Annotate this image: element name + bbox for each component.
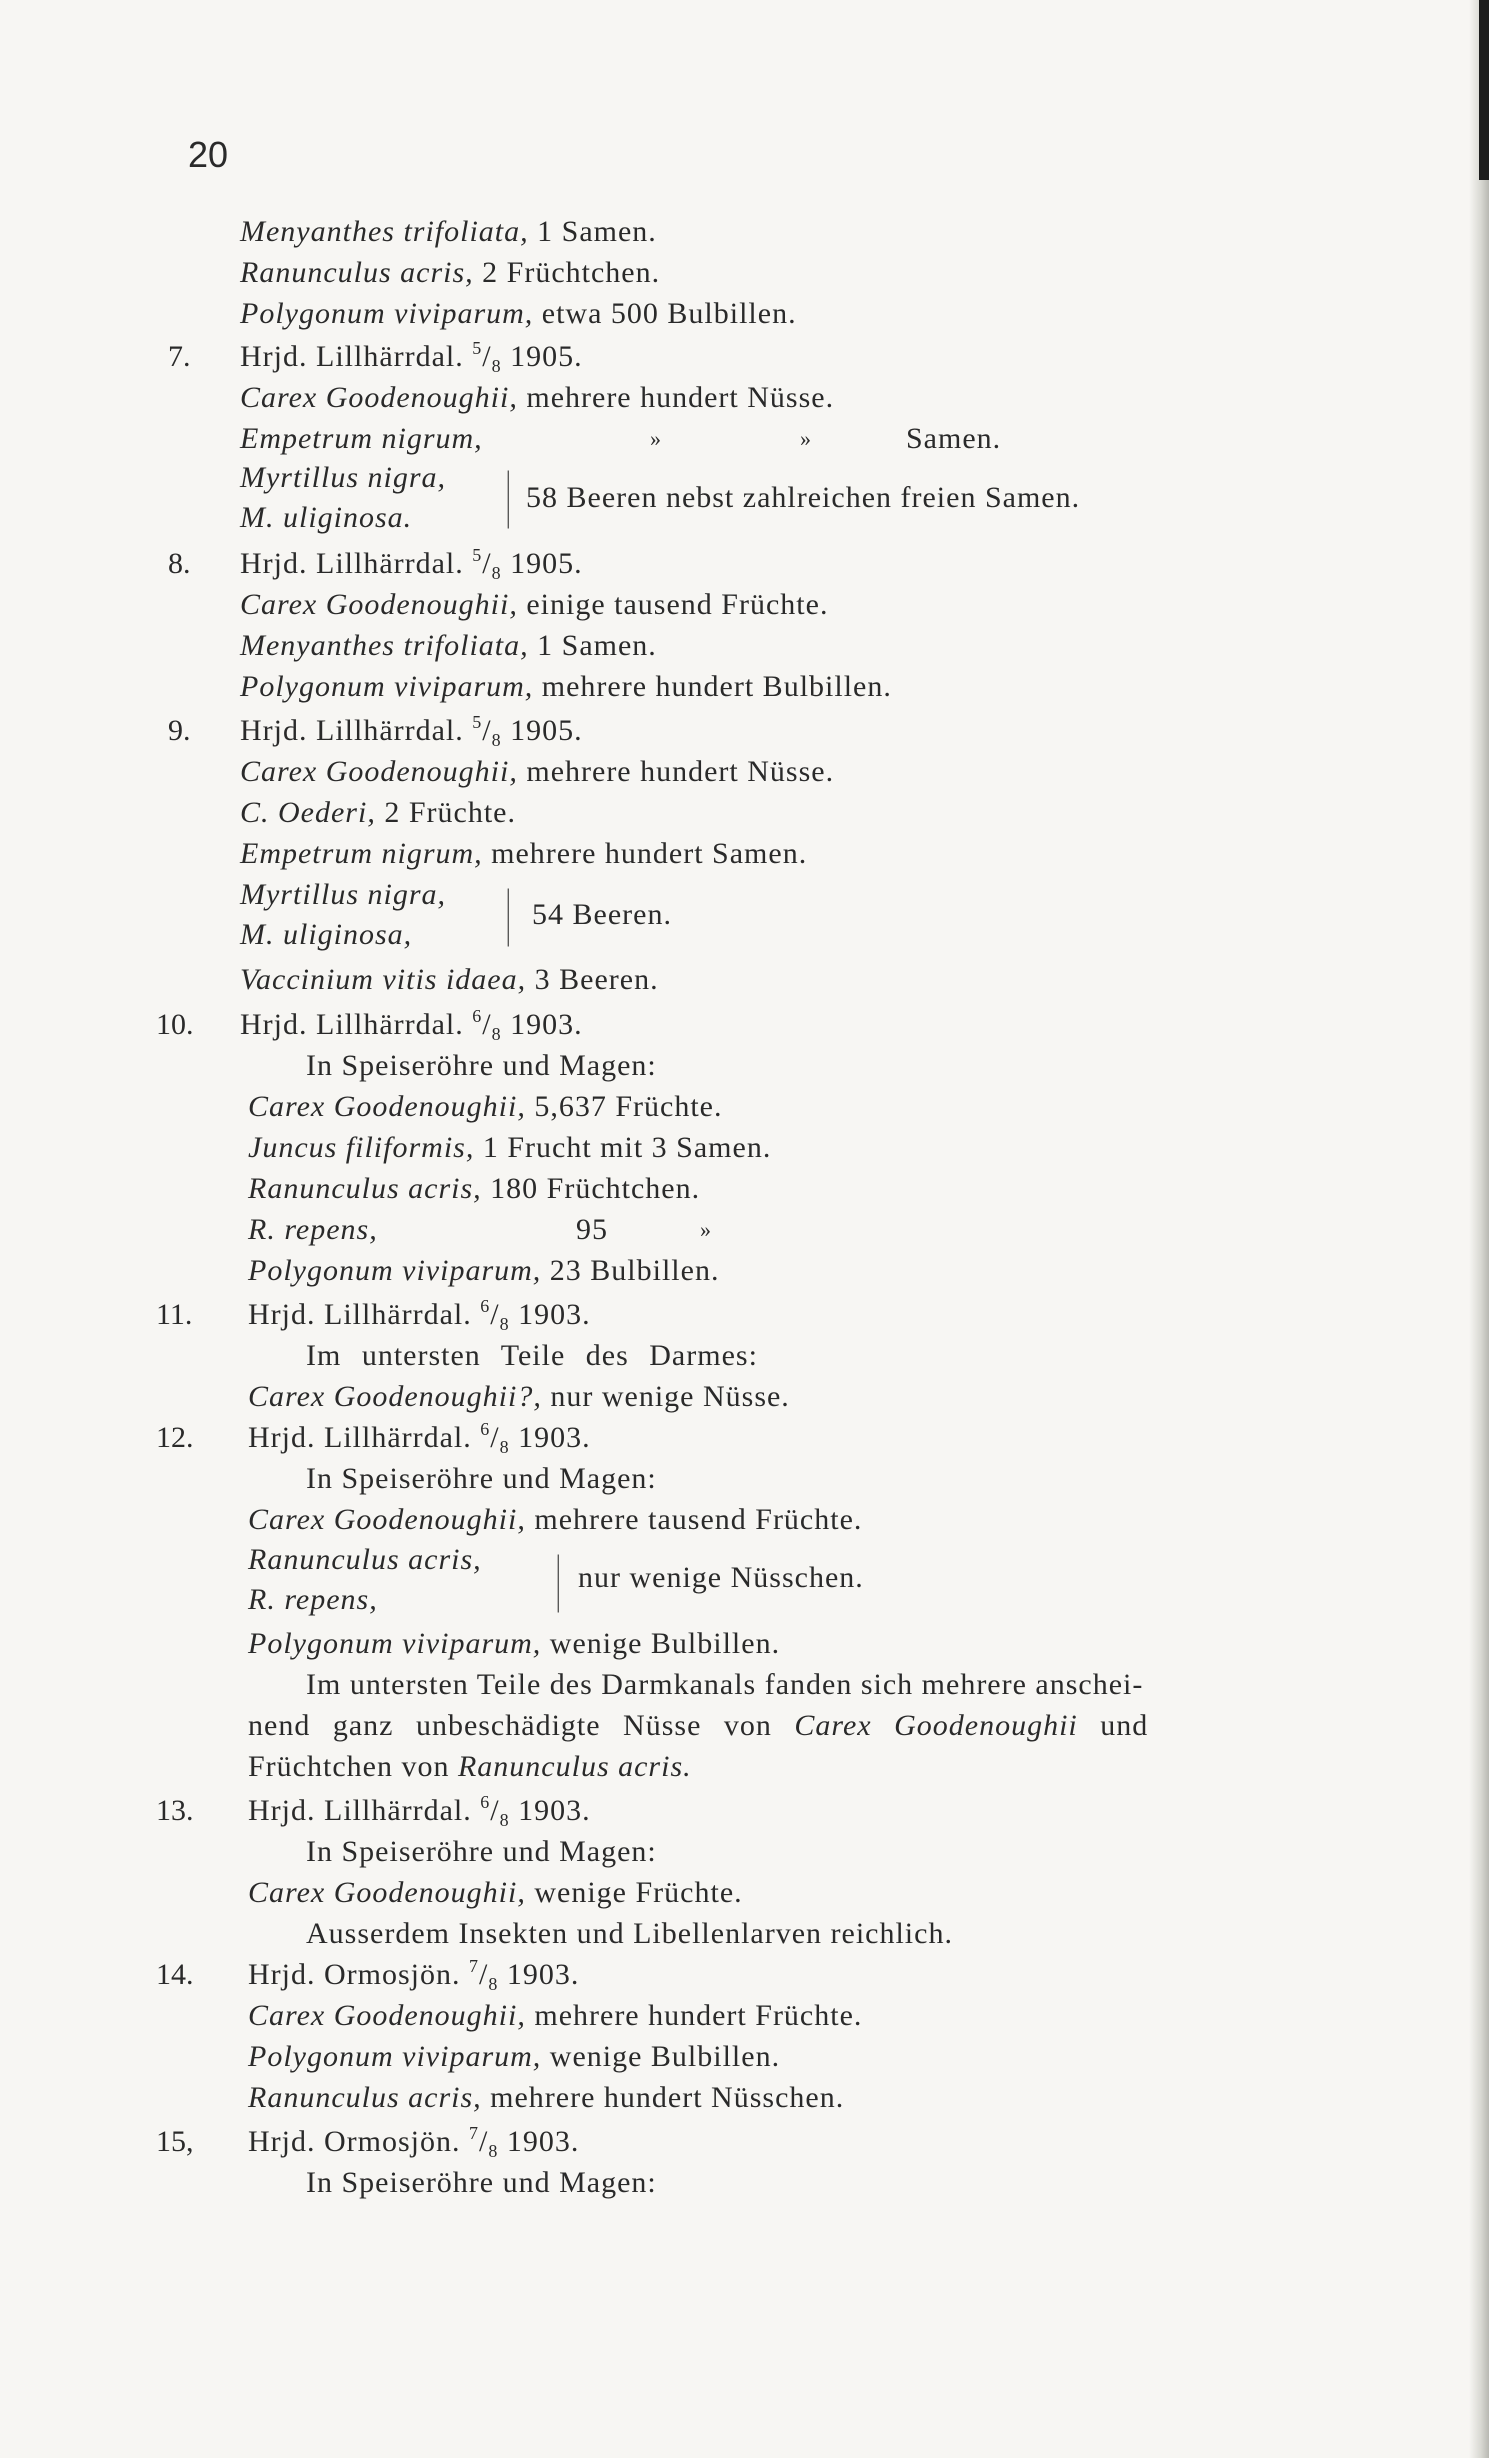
line-text: etwa 500 Bulbillen. (541, 297, 797, 330)
line-text: 2 Früchtchen. (482, 256, 661, 289)
entry-heading: Hrjd. Lillhärrdal. $^5/_8$ 1905. (240, 338, 583, 376)
text-line (240, 754, 834, 790)
line-text: 180 Früchtchen. (490, 1172, 701, 1205)
line-text: 95 (576, 1213, 608, 1246)
species-name: Ranunculus acris, (248, 1172, 482, 1205)
text-line: In Speiseröhre und Magen: (306, 1462, 657, 1495)
species-name: Myrtillus nigra, (240, 878, 447, 911)
line-text: nur wenige Nüsse. (550, 1380, 790, 1413)
species-name: Ranunculus acris. (457, 1750, 692, 1783)
species-name (240, 877, 446, 913)
species-name: Vaccinium vitis idaea, (240, 963, 527, 996)
date-numerator: 6 (480, 1419, 491, 1439)
species-name: C. Oederi, (240, 796, 376, 829)
line-text: 2 Früchte. (384, 796, 516, 829)
text-line: In Speiseröhre und Magen: (306, 2166, 657, 2199)
text-line (240, 587, 828, 623)
species-name: Empetrum nigrum, (240, 422, 483, 455)
species-name: Ranunculus acris, (248, 2081, 482, 2114)
species-name: Carex Goodenoughii (794, 1709, 1078, 1742)
date-numerator: 6 (480, 1296, 491, 1316)
entry-number: 13. (156, 1794, 194, 1827)
species-name: R. repens, (248, 1583, 378, 1616)
species-name: Polygonum viviparum, (248, 2040, 542, 2073)
species-name: Polygonum viviparum, (240, 297, 534, 330)
line-text: nend ganz unbeschädigte Nüsse von (248, 1709, 772, 1742)
locality: Hrjd. Lillhärrdal. (248, 1421, 472, 1454)
text-line: In Speiseröhre und Magen: (306, 1835, 657, 1868)
year: 1903. (510, 1008, 583, 1041)
entry-heading: Hrjd. Lillhärrdal. $^6/_8$ 1903. (248, 1296, 591, 1334)
species-name (240, 500, 412, 536)
text-line (248, 2039, 780, 2075)
entry-heading: Hrjd. Lillhärrdal. $^6/_8$ 1903. (248, 1419, 591, 1457)
year: 1905. (510, 547, 583, 580)
date-denominator: 8 (499, 1810, 510, 1830)
species-name (248, 1582, 378, 1618)
species-name: Carex Goodenoughii, (240, 755, 518, 788)
entry-number: 15, (156, 2125, 194, 2158)
line-text: mehrere hundert Bulbillen. (541, 670, 892, 703)
species-name: Carex Goodenoughii, (248, 1876, 526, 1909)
species-name: Carex Goodenoughii, (248, 1503, 526, 1536)
line-text: 1 Samen. (537, 215, 657, 248)
species-name (240, 917, 412, 953)
entry-heading: Hrjd. Ormosjön. $^7/_8$ 1903. (248, 2123, 580, 2161)
entry-heading: Hrjd. Lillhärrdal. $^6/_8$ 1903. (240, 1006, 583, 1044)
text-line (240, 962, 659, 998)
species-name: Carex Goodenoughii, (240, 588, 518, 621)
locality: Hrjd. Lillhärrdal. (240, 340, 464, 373)
text-line (240, 628, 657, 664)
page-edge-tab (1479, 0, 1489, 180)
species-name (248, 1542, 482, 1578)
date-numerator: 5 (472, 712, 483, 732)
line-text: wenige Früchte. (534, 1876, 743, 1909)
locality: Hrjd. Lillhärrdal. (240, 714, 464, 747)
entry-number: 11. (156, 1298, 193, 1331)
date-numerator: 6 (472, 1006, 483, 1026)
line-text: Samen. (906, 422, 1002, 455)
species-name: Polygonum viviparum, (240, 670, 534, 703)
line-text: und (1100, 1709, 1149, 1742)
date-numerator: 5 (472, 338, 483, 358)
species-name: Polygonum viviparum, (248, 1627, 542, 1660)
bracket: | (506, 458, 511, 529)
ditto-mark: » (650, 426, 662, 451)
year: 1903. (518, 1298, 591, 1331)
text-line (248, 1708, 1148, 1744)
line-text: wenige Bulbillen. (549, 2040, 781, 2073)
year: 1903. (518, 1794, 591, 1827)
species-name: Polygonum viviparum, (248, 1254, 542, 1287)
locality: Hrjd. Lillhärrdal. (240, 547, 464, 580)
species-name: Juncus filiformis, (248, 1131, 475, 1164)
species-name: Carex Goodenoughii?, (248, 1380, 542, 1413)
entry-number: 10. (156, 1008, 194, 1041)
line-text: mehrere hundert Nüsse. (526, 381, 835, 414)
text-line (240, 214, 657, 250)
date-denominator: 8 (499, 1437, 510, 1457)
text-line (248, 1253, 719, 1289)
text-line (240, 669, 892, 705)
species-name: Carex Goodenoughii, (240, 381, 518, 414)
text-line (248, 1502, 862, 1538)
line-text: 23 Bulbillen. (549, 1254, 720, 1287)
line-text: 3 Beeren. (534, 963, 659, 996)
species-name: Myrtillus nigra, (240, 461, 447, 494)
date-denominator: 8 (491, 356, 502, 376)
locality: Hrjd. Ormosjön. (248, 1958, 461, 1991)
text-line (240, 421, 483, 457)
entry-number: 14. (156, 1958, 194, 1991)
text-line: Im untersten Teile des Darmes: (306, 1339, 758, 1372)
text-line (240, 380, 834, 416)
line-text: mehrere hundert Früchte. (534, 1999, 863, 2032)
date-numerator: 5 (472, 545, 483, 565)
entry-heading: Hrjd. Lillhärrdal. $^6/_8$ 1903. (248, 1792, 591, 1830)
text-line (248, 1171, 700, 1207)
species-name: M. uliginosa. (240, 501, 413, 534)
line-text: mehrere tausend Früchte. (534, 1503, 863, 1536)
text-line (248, 1130, 771, 1166)
text-line (248, 1998, 862, 2034)
ditto-mark: » (700, 1217, 712, 1242)
line-text: einige tausend Früchte. (526, 588, 829, 621)
text-line: Im untersten Teile des Darmkanals fanden sich mehrere anschei- (306, 1668, 1144, 1701)
year: 1903. (506, 1958, 580, 1991)
date-denominator: 8 (491, 730, 502, 750)
text-line (248, 1212, 378, 1248)
species-name: Ranunculus acris, (240, 256, 474, 289)
date-denominator: 8 (488, 1974, 499, 1994)
text-line (248, 1749, 692, 1785)
entry-heading: Hrjd. Lillhärrdal. $^5/_8$ 1905. (240, 712, 583, 750)
line-text: 5,637 Früchte. (534, 1090, 723, 1123)
line-text: 58 Beeren nebst zahlreichen freien Samen. (526, 481, 1081, 514)
species-name: Ranunculus acris, (248, 1543, 482, 1576)
line-text: wenige Bulbillen. (549, 1627, 781, 1660)
text-line (248, 1379, 790, 1415)
line-text: nur wenige Nüsschen. (578, 1561, 864, 1594)
species-name (240, 460, 446, 496)
locality: Hrjd. Lillhärrdal. (248, 1794, 472, 1827)
line-text: 1 Frucht mit 3 Samen. (482, 1131, 772, 1164)
text-line (240, 255, 660, 291)
page-edge-shadow (1469, 0, 1489, 2458)
species-name: R. repens, (248, 1213, 378, 1246)
text-line (240, 296, 797, 332)
page-number: 20 (188, 134, 229, 175)
entry-heading: Hrjd. Ormosjön. $^7/_8$ 1903. (248, 1956, 580, 1994)
bracket: | (556, 1542, 561, 1613)
text-line: Ausserdem Insekten und Libellenlarven reichlich. (306, 1917, 953, 1950)
species-name: Carex Goodenoughii, (248, 1090, 526, 1123)
date-numerator: 7 (469, 1956, 479, 1976)
species-name: Menyanthes trifoliata, (240, 215, 529, 248)
locality: Hrjd. Lillhärrdal. (248, 1298, 472, 1331)
line-text: 1 Samen. (537, 629, 657, 662)
date-numerator: 7 (469, 2123, 479, 2143)
line-text: 54 Beeren. (532, 898, 672, 931)
species-name: Menyanthes trifoliata, (240, 629, 529, 662)
locality: Hrjd. Lillhärrdal. (240, 1008, 464, 1041)
text-line (248, 1089, 723, 1125)
year: 1903. (518, 1421, 591, 1454)
year: 1905. (510, 714, 583, 747)
species-name: Empetrum nigrum, (240, 837, 483, 870)
year: 1903. (506, 2125, 580, 2158)
year: 1905. (510, 340, 583, 373)
entry-number: 9. (168, 714, 191, 747)
text-line (240, 836, 807, 872)
line-text: mehrere hundert Nüsschen. (490, 2081, 845, 2114)
locality: Hrjd. Ormosjön. (248, 2125, 461, 2158)
ditto-mark: » (800, 426, 812, 451)
entry-heading: Hrjd. Lillhärrdal. $^5/_8$ 1905. (240, 545, 583, 583)
text-line: In Speiseröhre und Magen: (306, 1049, 657, 1082)
text-line (248, 1626, 780, 1662)
bracket: | (506, 876, 511, 947)
species-name: M. uliginosa, (240, 918, 413, 951)
entry-number: 8. (168, 547, 191, 580)
line-text: Früchtchen von (248, 1750, 450, 1783)
line-text: mehrere hundert Nüsse. (526, 755, 835, 788)
entry-number: 12. (156, 1421, 194, 1454)
date-denominator: 8 (491, 563, 502, 583)
date-denominator: 8 (491, 1024, 502, 1044)
date-denominator: 8 (488, 2141, 499, 2161)
entry-number: 7. (168, 340, 191, 373)
date-numerator: 6 (480, 1792, 491, 1812)
text-line (248, 2080, 844, 2116)
text-line (240, 795, 516, 831)
text-line (248, 1875, 743, 1911)
species-name: Carex Goodenoughii, (248, 1999, 526, 2032)
date-denominator: 8 (499, 1314, 510, 1334)
line-text: mehrere hundert Samen. (491, 837, 808, 870)
